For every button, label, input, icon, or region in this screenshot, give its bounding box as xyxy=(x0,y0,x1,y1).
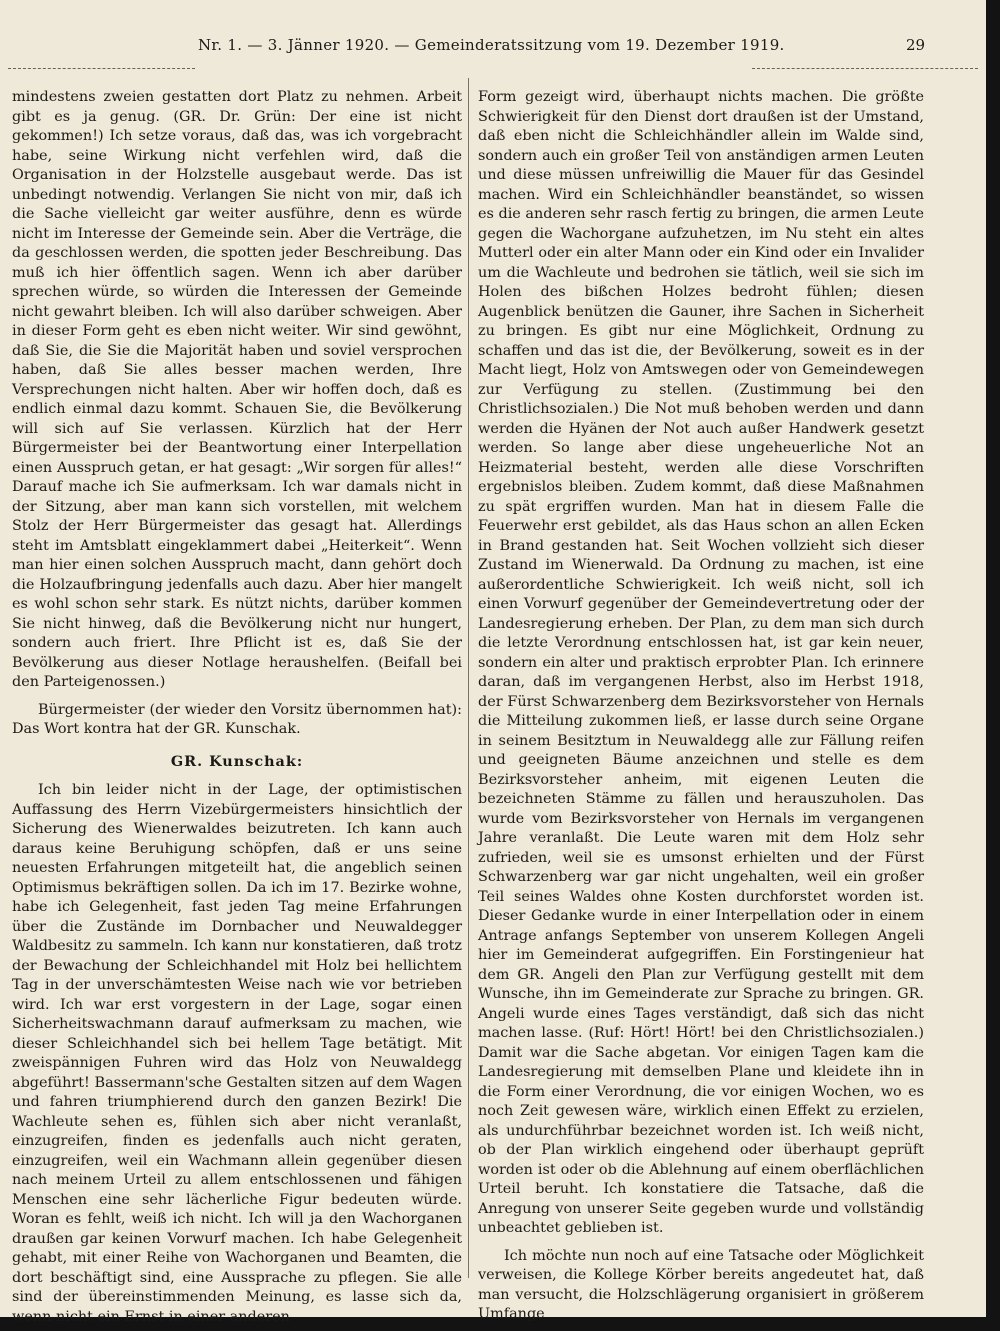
header-rule-left xyxy=(8,68,195,69)
left-paragraph-speech: Ich bin leider nicht in der Lage, der optimistischen Auffassung des Herrn Vizebürgermeisters hinsichtlich der Sicherung des Wienerwaldes beizutreten. Ich kann auch daraus keine Beruhigung schöpfen, daß er uns seine neuesten Erfahrungen mitgeteilt hat, die angeblich seinen Optimismus bekräftigen sollen. Da ich im 17. Bezirke wohne, habe ich Gelegenheit, fast jeden Tag meine Erfahrungen über die Zustände im Dornbacher und Neuwaldegger Waldbesitz zu sammeln. Ich kann nur konstatieren, daß trotz der Bewachung der Schleichhandel mit Holz bei hellichtem Tag in der unverschämtesten Weise nach wie vor betrieben wird. Ich war erst vorgestern in der Lage, sogar einen Sicherheitswachmann darauf aufmerksam zu machen, wie dieser Schleichhandel sich bei hellem Tage betätigt. Mit zweispännigen Fuhren wird das Holz von Neuwaldegg abgeführt! Bassermann'sche Gestalten sitzen auf dem Wagen und fahren triumphierend durch den ganzen Bezirk! Die Wachleute sehen es, fühlen sich aber nicht veranlaßt, einzugreifen, finden es jedenfalls auch nicht geraten, einzugreifen, weil ein Wachmann allein gegenüber diesen nach meinem Urteil zu allem entschlossenen und fähigen Menschen eine sehr lächerliche Figur bedeuten würde. Woran es fehlt, weiß ich nicht. Ich will ja den Wachorganen draußen gar keinen Vorwurf machen. Ich habe Gelegenheit gehabt, mit einer Reihe von Wachorganen und Beamten, die dort beschäftigt sind, eine Aussprache zu pflegen. Sie alle sind der übereinstimmenden Meinung, es lasse sich da, wenn nicht ein Ernst in einer anderen xyxy=(12,782,462,1325)
header-rule-right xyxy=(752,68,978,69)
left-paragraph-continued: mindestens zweien gestatten dort Platz zu nehmen. Arbeit gibt es ja genug. (GR. Dr. Grün: Der eine ist nicht gekommen!) Ich setze voraus, daß das, was ich vorgebracht habe, seine Wirkung nicht verfehlen wird, daß die Organisation in der Holzstelle ausgebaut werde. Das ist unbedingt notwendig. Verlangen Sie nicht von mir, daß ich die Sache vielleicht gar weiter ausführe, denn es würde nicht im Interesse der Gemeinde sein. Aber die Verträge, die da geschlossen werden, die spotten jeder Beschreibung. Das muß ich hier öffentlich sagen. Wenn ich aber darüber sprechen würde, so würden die Interessen der Gemeinde nicht gewahrt bleiben. Ich will also darüber schweigen. Aber in dieser Form geht es eben nicht weiter. Wir sind gewöhnt, daß Sie, die Sie die Majorität haben und soviel versprochen haben, daß Sie alles besser machen werden, Ihre Versprechungen nicht halten. Aber wir hoffen doch, daß es endlich einmal dazu kommt. Schauen Sie, die Bevölkerung will sich auf Sie verlassen. Kürzlich hat der Herr Bürgermeister bei der Beantwortung einer Interpellation einen Ausspruch getan, er hat gesagt: „Wir sorgen für alles!“ Darauf mache ich Sie aufmerksam. Ich war damals nicht in der Sitzung, aber man kann sich vorstellen, mit welchem Stolz der Herr Bürgermeister das gesagt hat. Allerdings steht im Amtsblatt eingeklammert dabei „Heiterkeit“. Wenn man hier einen solchen Ausspruch macht, dann gehört doch die Holzaufbringung jedenfalls auch dazu. Aber hier mangelt es wohl schon sehr stark. Es nützt nichts, darüber kommen Sie nicht hinweg, daß die Bevölkerung nicht nur hungert, sondern auch friert. Ihre Pflicht ist es, daß Sie der Bevölkerung aus dieser Notlage heraushelfen. (Beifall bei den Parteigenossen.) xyxy=(12,89,462,690)
right-column xyxy=(478,88,924,1322)
running-head: Nr. 1. — 3. Jänner 1920. — Gemeinderatssitzung vom 19. Dezember 1919. xyxy=(198,36,785,54)
column-divider xyxy=(468,78,469,1278)
right-paragraph-final: Ich möchte nun noch auf eine Tatsache oder Möglichkeit verweisen, die Kollege Körber bereits angedeutet hat, daß man versucht, die Holzschlägerung organisiert in größerem Umfange xyxy=(478,1247,924,1322)
left-column xyxy=(12,88,462,1325)
page-header xyxy=(0,36,986,66)
left-paragraph-mayor: Bürgermeister (der wieder den Vorsitz übernommen hat): Das Wort kontra hat der GR. Kunschak. xyxy=(12,701,462,737)
page-number: 29 xyxy=(906,36,926,54)
right-paragraph-continued: Form gezeigt wird, überhaupt nichts machen. Die größte Schwierigkeit für den Dienst dort draußen ist der Umstand, daß eben nicht die Schleichhändler allein im Walde sind, sondern auch ein großer Teil von anständigen armen Leuten und diese müssen unfreiwillig die Mauer für das Gesindel machen. Wird ein Schleichhändler beanständet, so wissen es die anderen sehr rasch fertig zu bringen, die armen Leute gegen die Wachorgane aufzuhetzen, im Nu steht ein altes Mutterl oder ein alter Mann oder ein Kind oder ein Invalider um die Wachleute und bedrohen sie tätlich, weil sie sich im Holen des bißchen Holzes bedroht fühlen; diesen Augenblick benützen die Gauner, ihre Sachen in Sicherheit zu bringen. Es gibt nur eine Möglichkeit, Ordnung zu schaffen und das ist die, der Bevölkerung, soweit es in der Macht liegt, Holz von Amtswegen oder von Gemeindewegen zur Verfügung zu stellen. (Zustimmung bei den Christlichsozialen.) Die Not muß behoben werden und dann werden die Hyänen der Not auch außer Handwerk gesetzt werden. So lange aber diese ungeheuerliche Not an Heizmaterial besteht, werden alle diese Vorschriften ergebnislos bleiben. Zudem kommt, daß diese Maßnahmen zu spät ergriffen wurden. Man hat in diesem Falle die Feuerwehr erst gebildet, als das Haus schon an allen Ecken in Brand gestanden hat. Seit Wochen vollzieht sich dieser Zustand im Wienerwald. Da Ordnung zu machen, ist eine außerordentliche Schwierigkeit. Ich weiß nicht, soll ich einen Vorwurf gegenüber der Gemeindevertretung oder der Landesregierung erheben. Der Plan, zu dem man sich durch die letzte Verordnung entschlossen hat, ist gar kein neuer, sondern ein alter und praktisch erprobter Plan. Ich erinnere daran, daß im vergangenen Herbst, also im Herbst 1918, der Fürst Schwarzenberg dem Bezirksvorsteher von Hernals die Mitteilung zukommen ließ, er lasse durch seine Organe in seinem Besitztum in Neuwaldegg alle zur Fällung reifen und geeigneten Bäume anzeichnen und stelle es dem Bezirksvorsteher anheim, mit eigenen Leuten die bezeichneten Stämme zu fällen und herauszuholen. Das wurde vom Bezirksvorsteher von Hernals im vergangenen Jahre veranlaßt. Die Leute waren mit dem Holz sehr zufrieden, weil sie es umsonst erhielten und der Fürst Schwarzenberg war gar nicht ungehalten, weil ein großer Teil seines Waldes ohne Kosten durchforstet worden ist. Dieser Gedanke wurde in einer Interpellation oder in einem Antrage anfangs September von unserem Kollegen Angeli hier im Gemeinderat aufgegriffen. Ein Forstingenieur hat dem GR. Angeli den Plan zur Verfügung gestellt mit dem Wunsche, ihn im Gemeinderate zur Sprache zu bringen. GR. Angeli wurde eines Tages verständigt, daß sich das nicht machen lasse. (Ruf: Hört! Hört! bei den Christlichsozialen.) Damit war die Sache abgetan. Vor einigen Tagen kam die Landesregierung mit demselben Plane und kleidete ihn in die Form einer Verordnung, die vor einigen Wochen, wo es noch Zeit gewesen wäre, wirklich einen Effekt zu erzielen, als undurchführbar bezeichnet worden ist. Ich weiß nicht, ob der Plan wirklich eingehend oder überhaupt geprüft worden ist oder ob die Ablehnung auf einem oberflächlichen Urteil beruht. Ich konstatiere die Tatsache, daß die Anregung von unserer Seite gegeben wurde und vollständig unbeachtet geblieben ist. xyxy=(478,89,924,1236)
speaker-heading: GR. Kunschak: xyxy=(170,752,304,770)
